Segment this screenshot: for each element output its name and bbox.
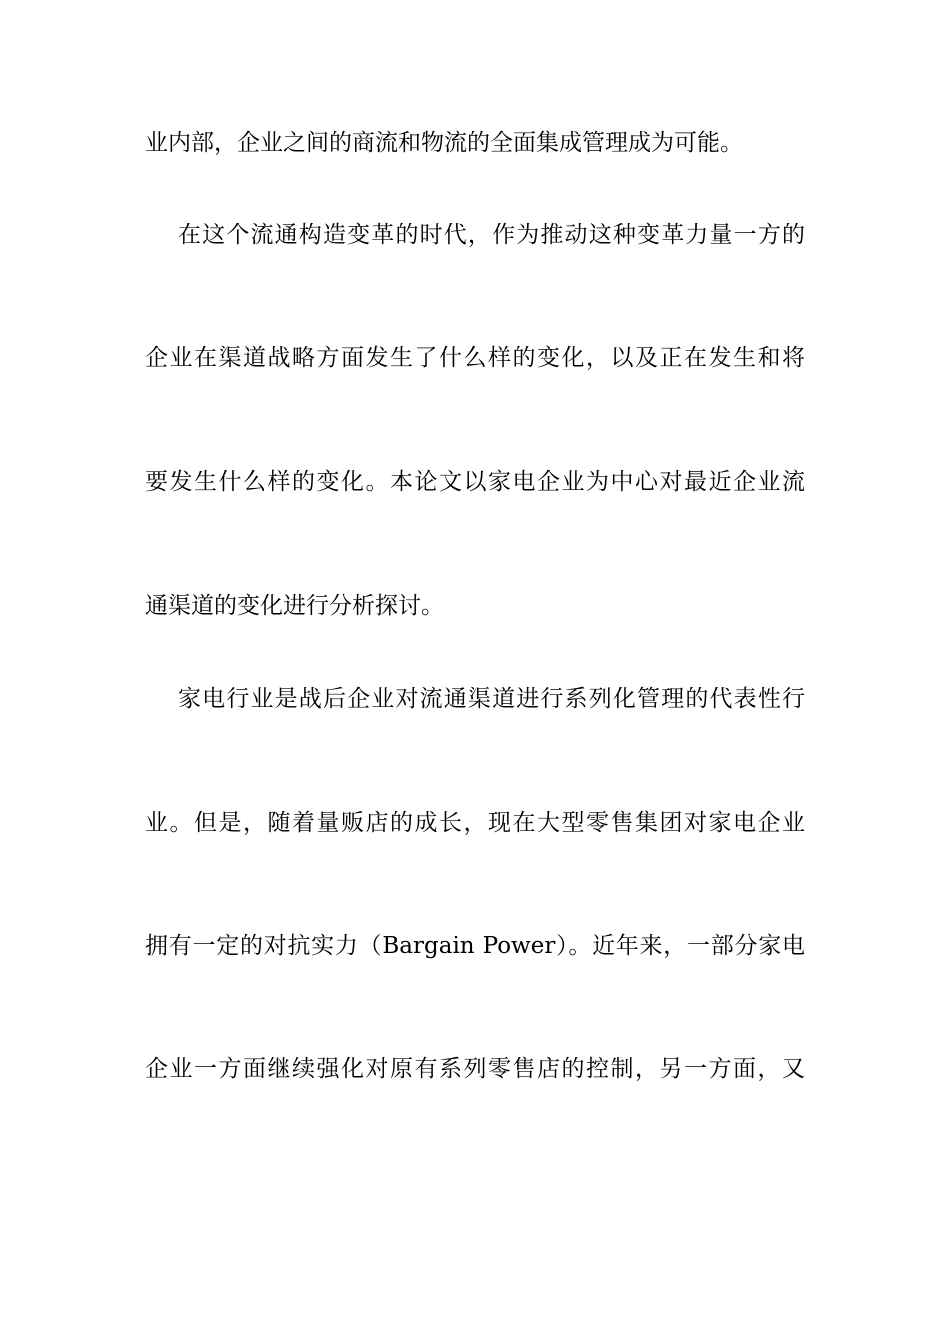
text-line-6: 家电行业是战后企业对流通渠道进行系列化管理的代表性行: [178, 686, 805, 712]
text-line-2: 在这个流通构造变革的时代，作为推动这种变革力量一方的: [178, 222, 805, 248]
text-line-9: 企业一方面继续强化对原有系列零售店的控制，另一方面，又: [145, 1056, 805, 1082]
text-line-4: 要发生什么样的变化。本论文以家电企业为中心对最近企业流: [145, 469, 805, 495]
text-line-7: 业。但是，随着量贩店的成长，现在大型零售集团对家电企业: [145, 810, 805, 836]
text-line-1: 业内部，企业之间的商流和物流的全面集成管理成为可能。: [145, 130, 743, 156]
text-line-3: 企业在渠道战略方面发生了什么样的变化，以及正在发生和将: [145, 345, 805, 371]
text-line-5: 通渠道的变化进行分析探讨。: [145, 593, 444, 619]
text-line-8: 拥有一定的对抗实力（Bargain Power）。近年来，一部分家电: [145, 933, 805, 959]
